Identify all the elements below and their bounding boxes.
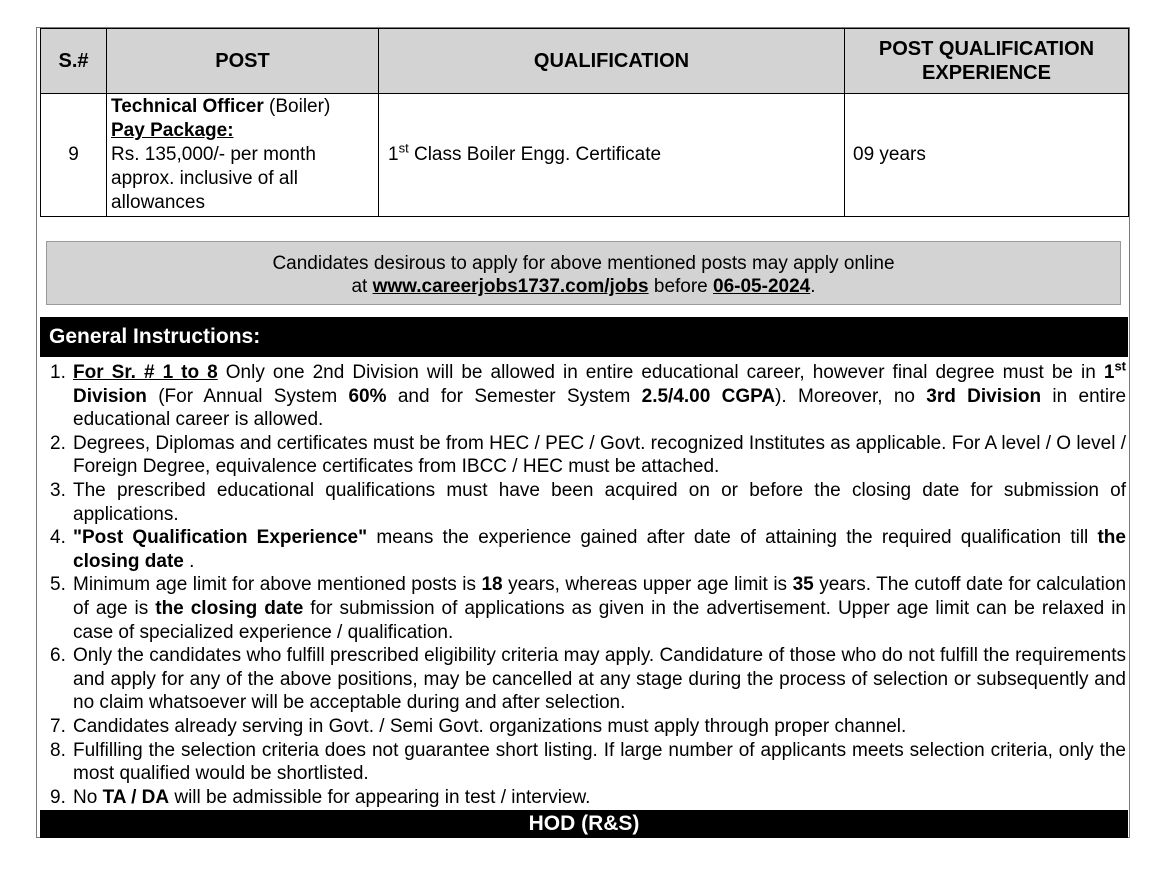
list-item [40,479,1126,526]
header-experience [845,29,1129,94]
general-instructions-list [40,358,1127,809]
instr-5-part-2: 18 [481,574,503,596]
row-post [107,94,379,217]
list-item-number: 4. [50,527,66,549]
instr-5-part-4: 35 [792,574,814,596]
instr-1-part-10: ). Moreover, no [775,385,927,407]
list-item-text: Only the candidates who fulfill prescribed eligibility criteria may apply. Candidature of those who do not fulfill the requirements and apply for any of the above positions, may be cancelled at any stage during the process of selection or subsequently and no claim whatsoever will be acceptable during and after selection. [73,645,1126,714]
instr-4-part-3: the closing date [73,527,1126,572]
list-item-number: 8. [50,739,66,761]
apply-online-notice [46,241,1121,305]
instr-1-part-5: Division [73,385,147,407]
list-item-text: Fulfilling the selection criteria does not guarantee short listing. If large number of applicants meets selection criteria, only the most qualified would be shortlisted. [73,739,1126,785]
header-post: POST [107,29,379,94]
header-experience-line1: POST QUALIFICATION [878,38,1095,60]
row-qualification [379,94,845,217]
pay-line-2: approx. inclusive of all [111,168,298,189]
list-item-number: 3. [50,479,66,501]
row-experience: 09 years [845,94,1129,217]
post-title: Technical Officer [111,96,264,117]
instr-1-part-7: 60% [348,385,387,407]
list-item-text: The prescribed educational qualifications must have been acquired on or before the closing date for submission of applications. [73,479,1126,525]
apply-line-1: Candidates desirous to apply for above mentioned posts may apply online [272,253,895,274]
instr-1-part-2: Only one 2nd Division will be allowed in entire educational career, however final degree must be in [217,362,1104,383]
qual-text: Class Boiler Engg. Certificate [408,144,662,165]
instr-9-part-2: TA / DA [102,786,170,808]
instr-5-part-1: Minimum age limit for above mentioned posts is [73,574,482,596]
row-serial: 9 [41,94,107,217]
pay-package-label: Pay Package: [111,120,234,141]
list-item [40,715,1126,739]
qual-ordinal-number: 1 [388,144,399,165]
instr-1-part-11: 3rd Division [926,385,1042,407]
list-item-number: 1. [50,362,66,383]
instr-5-part-5: years. The cutoff date for calculation of age is [73,574,1127,619]
list-item [40,526,1126,573]
jobs-table [40,28,1129,217]
list-item [40,432,1126,479]
instr-1-part-12: in entire educational career is allowed. [73,385,1127,431]
list-item [40,573,1126,644]
list-item [40,786,1126,810]
header-serial: S.# [41,29,107,94]
instr-5-part-6: the closing date [155,597,304,619]
list-item [40,644,1126,715]
instr-9-part-3: will be admissible for appearing in test / interview. [169,786,591,808]
apply-url-link[interactable]: www.careerjobs1737.com/jobs [372,276,649,297]
post-subtitle: (Boiler) [263,96,331,117]
pay-line-3: allowances [111,192,205,213]
instr-1-part-1: For Sr. # 1 to 8 [73,362,218,383]
apply-deadline-date: 06-05-2024 [713,276,811,297]
table-header-row [41,29,1129,94]
list-item-number: 2. [50,432,66,454]
instr-9-part-1: No [73,786,103,808]
list-item [40,739,1126,786]
list-item [40,358,1127,432]
instr-4-part-2: means the experience gained after date of attaining the required qualification till [367,527,1098,549]
apply-at: at [351,276,373,297]
list-item-number: 7. [50,715,66,737]
general-instructions-heading: General Instructions: [40,317,1128,357]
instr-5-part-7: for submission of applications as given in the advertisement. Upper age limit can be relaxed in case of specialized experience / qualification. [73,597,1126,643]
instr-5-part-3: years, whereas upper age limit is [502,574,793,596]
header-qualification: QUALIFICATION [379,29,845,94]
instr-1-part-6: (For Annual System [146,385,349,407]
header-experience-line2: EXPERIENCE [922,62,1051,84]
instr-4-part-1: "Post Qualification Experience" [73,527,368,549]
hod-signature-bar: HOD (R&S) [40,810,1128,838]
list-item-text: Degrees, Diplomas and certificates must be from HEC / PEC / Govt. recognized Institutes as applicable. For A level / O level / Foreign Degree, equivalence certificates from IBCC / HEC must be attached. [73,432,1126,478]
instr-1-part-3: 1 [1103,362,1115,383]
list-item-number: 5. [50,574,66,596]
instr-1-part-9: 2.5/4.00 CGPA [641,385,776,407]
qual-ordinal-suffix: st [398,140,409,156]
list-item-text: Candidates already serving in Govt. / Semi Govt. organizations must apply through proper channel. [73,715,907,737]
pay-line-1: Rs. 135,000/- per month [111,144,316,165]
instr-4-part-4: . [183,550,195,572]
apply-before: before [648,276,714,297]
table-row [41,94,1129,217]
instr-1-part-8: and for Semester System [386,385,642,407]
apply-end: . [810,276,816,297]
list-item-number: 6. [50,645,66,667]
list-item-number: 9. [50,786,66,808]
instr-1-part-4: st [1114,358,1126,374]
